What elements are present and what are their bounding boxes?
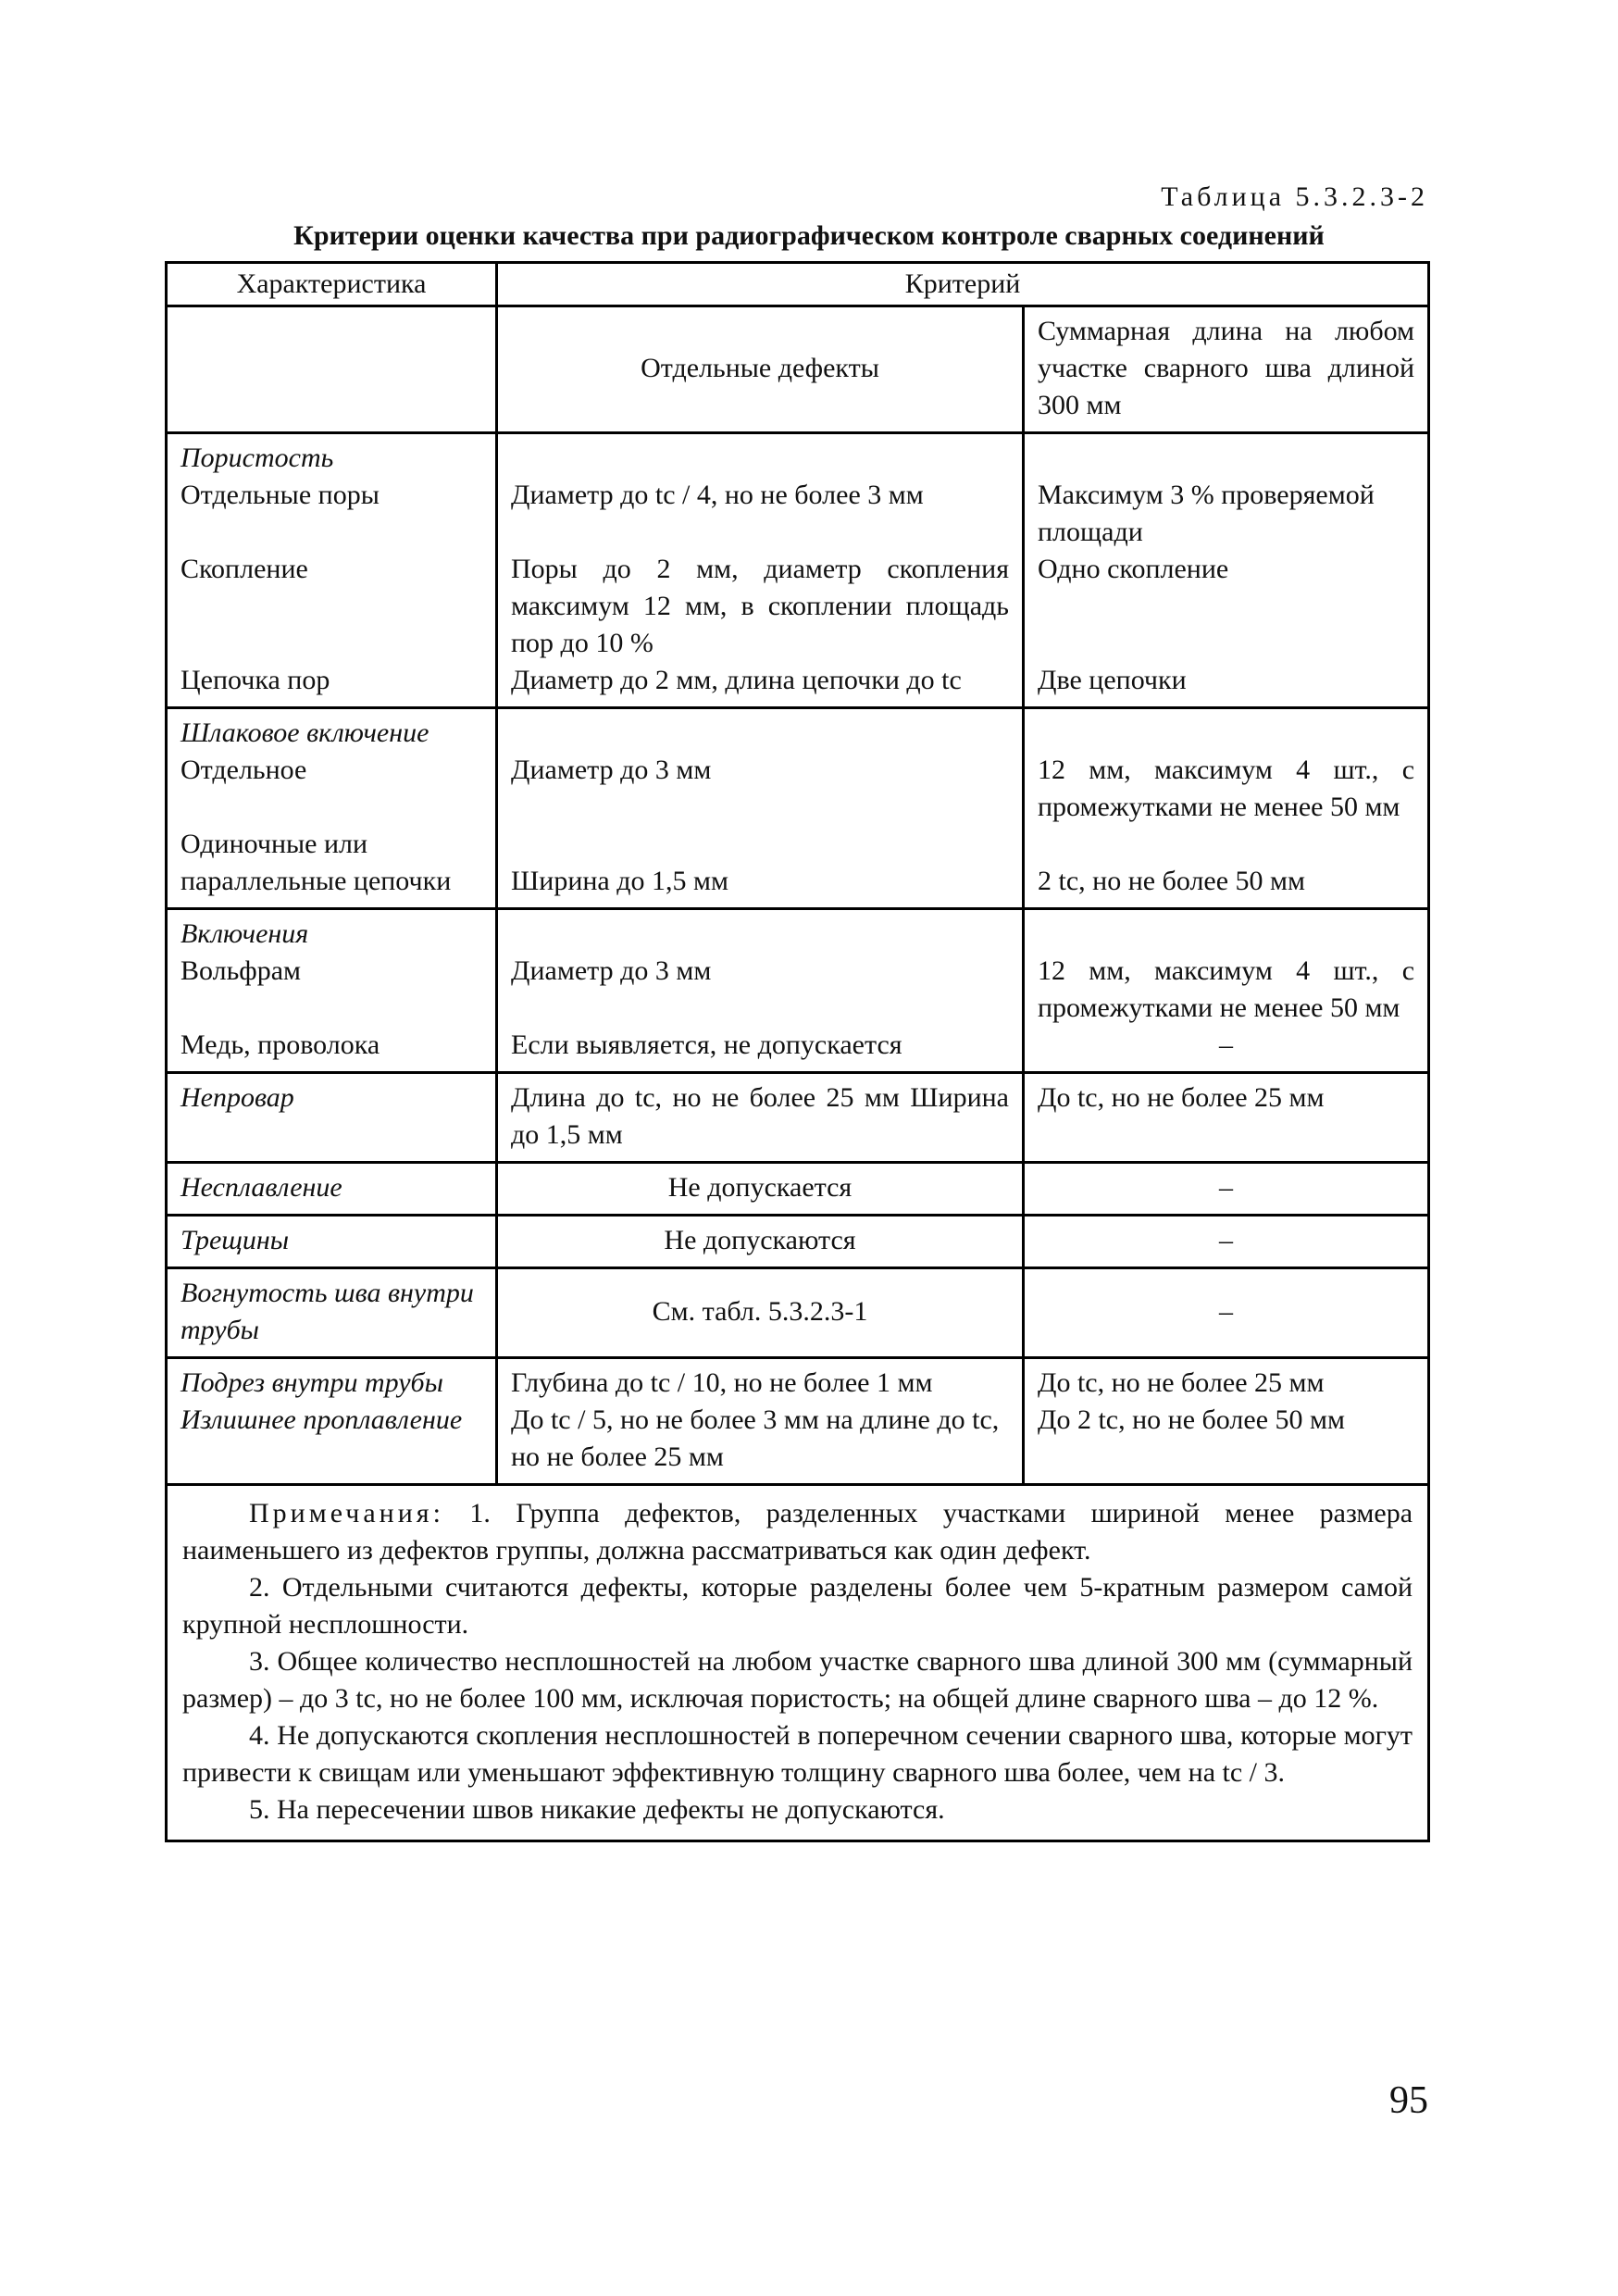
criterion-text: До tc, но не более 25 мм (1024, 1073, 1429, 1163)
row-name: Отдельное (180, 755, 307, 785)
note-5: 5. На пересечении швов никакие дефекты не допускаются. (249, 1794, 945, 1825)
table-row-undercut (167, 1358, 1429, 1485)
criterion-text: Длина до tc, но не более 25 мм Ширина до 1,5 мм (497, 1073, 1024, 1163)
undercut-names-cell (167, 1358, 497, 1485)
row-name: Подрез внутри трубы (180, 1367, 443, 1398)
table-row-slag (167, 708, 1429, 909)
subheader-row (167, 306, 1429, 433)
row-name: Излишнее проплавление (180, 1404, 463, 1435)
criterion-text: Диаметр до 3 мм (511, 955, 712, 986)
group-title: Пористость (180, 443, 334, 473)
table-row-cracks (167, 1216, 1429, 1268)
table-label: Таблица 5.3.2.3-2 (1161, 181, 1428, 212)
criterion-text: См. табл. 5.3.2.3-1 (497, 1268, 1024, 1358)
inclusions-names-cell (167, 909, 497, 1073)
group-title: Шлаковое включение (180, 718, 429, 748)
criterion-text: Если выявляется, не допускается (511, 1029, 902, 1060)
header-characteristic: Характеристика (167, 263, 497, 306)
porosity-individual-cell (497, 433, 1024, 708)
criterion-text: 12 мм, максимум 4 шт., с промежутками не менее 50 мм (1038, 955, 1415, 1023)
criterion-text: Диаметр до 3 мм (511, 755, 712, 785)
row-name: Скопление (180, 554, 308, 584)
table-row-inclusions (167, 909, 1429, 1073)
inclusions-individual-cell (497, 909, 1024, 1073)
table-title: Критерии оценки качества при радиографическом контроле сварных соединений (293, 220, 1325, 251)
criterion-text: – (1024, 1268, 1429, 1358)
slag-names-cell (167, 708, 497, 909)
row-title: Непровар (167, 1073, 497, 1163)
header-criterion: Критерий (497, 263, 1429, 306)
notes-cell (167, 1485, 1429, 1841)
criterion-text: – (1024, 1216, 1429, 1268)
criterion-text: Две цепочки (1038, 665, 1187, 695)
slag-individual-cell (497, 708, 1024, 909)
criterion-text: До tc, но не более 25 мм (1038, 1367, 1325, 1398)
criterion-text: До tc / 5, но не более 3 мм на длине до tc, но не более 25 мм (511, 1404, 1000, 1472)
criterion-text: Ширина до 1,5 мм (511, 866, 728, 896)
header-row (167, 263, 1429, 306)
row-name: Цепочка пор (180, 665, 330, 695)
criterion-text: Глубина до tc / 10, но не более 1 мм (511, 1367, 933, 1398)
criterion-text: Не допускаются (497, 1216, 1024, 1268)
criterion-text: Максимум 3 % проверяемой площади (1038, 480, 1375, 547)
table-row-porosity (167, 433, 1429, 708)
slag-total-cell (1024, 708, 1429, 909)
note-1: Примечания: 1. Группа дефектов, разделенных участками шириной менее размера наименьшего из дефектов группы, должна рассматриваться как один дефект. (182, 1498, 1413, 1566)
row-title: Вогнутость шва внутри трубы (167, 1268, 497, 1358)
criteria-table (165, 261, 1430, 1842)
criterion-text: Поры до 2 мм, диаметр скопления максимум 12 мм, в скоплении площадь пор до 10 % (511, 554, 1009, 658)
porosity-names-cell (167, 433, 497, 708)
header-individual-defects: Отдельные дефекты (497, 306, 1024, 433)
subheader-empty-cell (167, 306, 497, 433)
notes-label: Примечания: (249, 1498, 444, 1529)
criterion-text: 12 мм, максимум 4 шт., с промежутками не менее 50 мм (1038, 755, 1415, 822)
criterion-text: 2 tc, но не более 50 мм (1038, 866, 1306, 896)
undercut-total-cell (1024, 1358, 1429, 1485)
page-number: 95 (1389, 2079, 1428, 2122)
criterion-text: До 2 tc, но не более 50 мм (1038, 1404, 1345, 1435)
criterion-text: Не допускается (497, 1163, 1024, 1216)
note-4: 4. Не допускаются скопления несплошностей в поперечном сечении сварного шва, которые могут привести к свищам или уменьшают эффективную толщину сварного шва более, чем на tc / 3. (182, 1720, 1413, 1788)
group-title: Включения (180, 918, 309, 949)
table-row-concavity (167, 1268, 1429, 1358)
header-total-length: Суммарная длина на любом участке сварного шва длиной 300 мм (1024, 306, 1429, 433)
row-title: Несплавление (167, 1163, 497, 1216)
row-name: Отдельные поры (180, 480, 380, 510)
criterion-text: – (1024, 1163, 1429, 1216)
notes-row (167, 1485, 1429, 1841)
criterion-text: Диаметр до 2 мм, длина цепочки до tc (511, 665, 962, 695)
table-row-lack-of-fusion (167, 1163, 1429, 1216)
undercut-individual-cell (497, 1358, 1024, 1485)
row-title: Трещины (167, 1216, 497, 1268)
note-2: 2. Отдельными считаются дефекты, которые разделены более чем 5-кратным размером самой крупной несплошности. (182, 1572, 1413, 1640)
row-name: Одиночные или параллельные цепочки (180, 829, 452, 896)
inclusions-total-cell (1024, 909, 1429, 1073)
criterion-text: Одно скопление (1038, 554, 1229, 584)
table-row-lack-of-penetration (167, 1073, 1429, 1163)
criterion-text: Диаметр до tc / 4, но не более 3 мм (511, 480, 924, 510)
criterion-text: – (1219, 1029, 1233, 1060)
row-name: Медь, проволока (180, 1029, 380, 1060)
note-3: 3. Общее количество несплошностей на любом участке сварного шва длиной 300 мм (суммарный размер) – до 3 tc, но не более 100 мм, исключая пористость; на общей длине сварного шва – до 12 %. (182, 1646, 1413, 1714)
row-name: Вольфрам (180, 955, 302, 986)
porosity-total-cell (1024, 433, 1429, 708)
